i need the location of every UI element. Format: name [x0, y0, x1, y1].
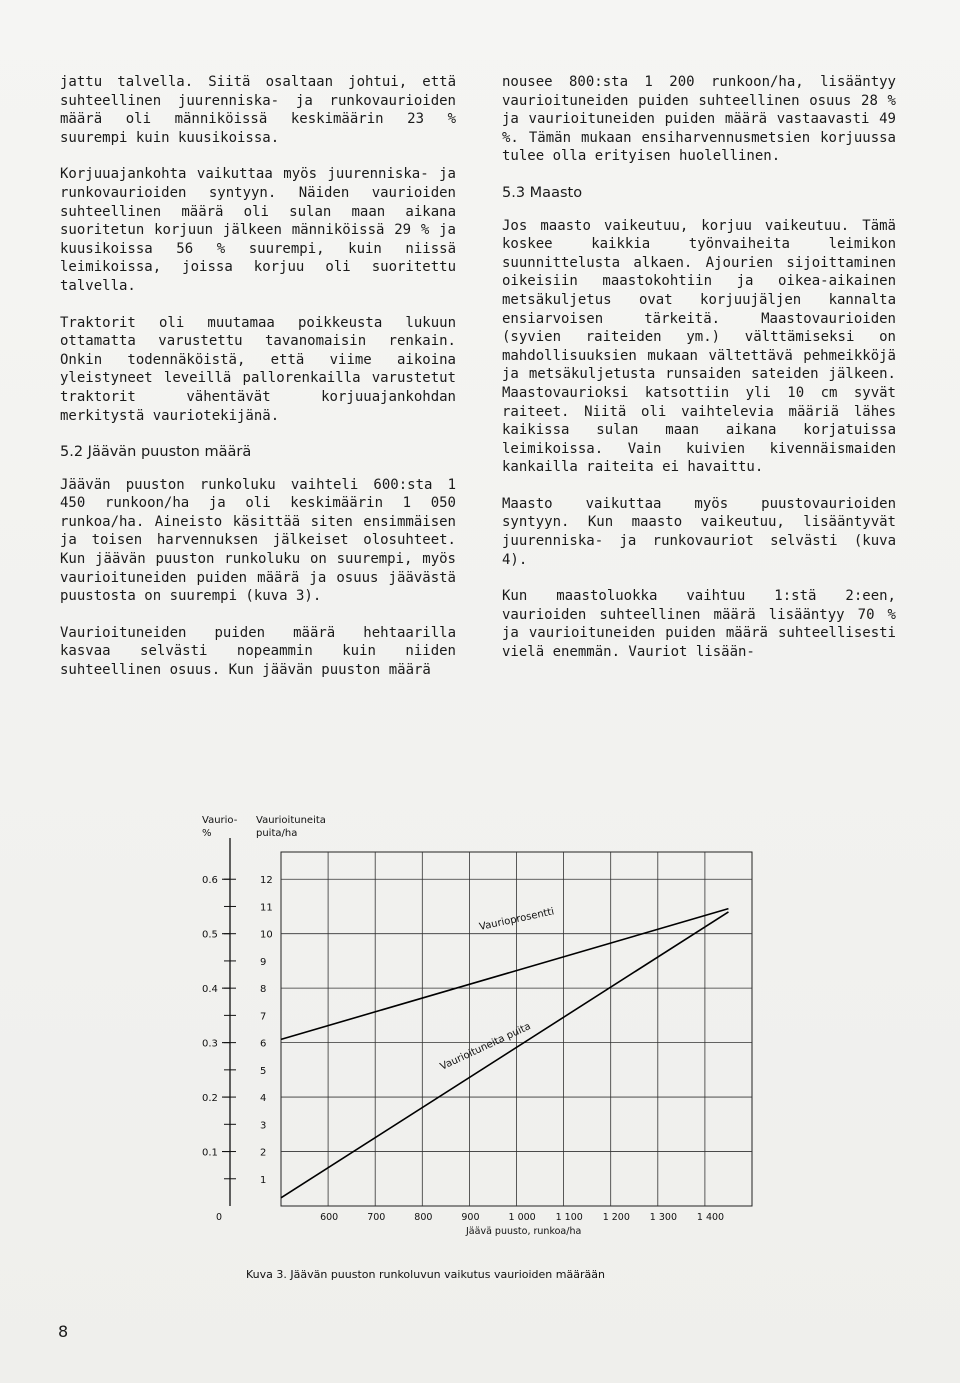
- y-tick-label-left: 0.4: [202, 984, 218, 996]
- y-tick-label-right: 3: [260, 1120, 267, 1132]
- chart-ticks: [202, 875, 724, 1223]
- x-tick-label: 700: [367, 1212, 386, 1223]
- left-paragraph-4: Jäävän puuston runkoluku vaihteli 600:sta 1 450 runkoon/ha ja oli keskimäärin 1 050 runkoa/ha. Aineisto käsittää siten ensimmäisen ja toisen harvennuksen jälkeiset olosuhteet. Kun jäävän puuston runkoluku on suurempi, myös vaurioituneiden puiden määrä ja osuus jäävästä puustosta on suurempi (kuva 3).: [60, 476, 456, 605]
- x-tick-label: 1 400: [696, 1212, 725, 1223]
- y-tick-label-right: 8: [260, 984, 267, 996]
- right-paragraph-4: Kun maastoluokka vaihtuu 1:stä 2:een, vaurioiden suhteellinen määrä lisääntyy 70 % ja vaurioituneiden puiden määrä suhteellisesti vielä enemmän. Vauriot lisään-: [502, 588, 896, 661]
- y-tick-label-right: 7: [260, 1011, 267, 1023]
- x-tick-label: 800: [414, 1212, 433, 1223]
- x-axis-label: Jäävä puusto, runkoa/ha: [466, 1226, 582, 1237]
- y-axis-left-label-line2: %: [202, 828, 212, 839]
- chart-series: [281, 909, 728, 1198]
- series-label-vaurioituneita-puita: Vaurioituneita puita: [438, 1021, 533, 1073]
- x-tick-label: 1 200: [602, 1212, 630, 1223]
- x-tick-label: 1 300: [649, 1212, 678, 1223]
- x-tick-label: 1 000: [508, 1212, 536, 1223]
- left-paragraph-1: jattu talvella. Siitä osaltaan johtui, että suhteellinen juurenniska- ja runkovaurioiden määrä oli männiköissä keskimäärin 23 % suurempi kuin kuusikoissa.: [60, 74, 456, 146]
- section-heading-5-2: 5.2 Jäävän puuston määrä: [60, 444, 252, 461]
- y-tick-label-right: 12: [260, 875, 273, 887]
- y-tick-label-left: 0.1: [202, 1147, 218, 1159]
- x-tick-label: 900: [461, 1212, 480, 1223]
- figure-3-chart: [180, 808, 780, 1288]
- right-column: [502, 73, 896, 680]
- left-paragraph-5: Vaurioituneiden puiden määrä hehtaarilla kasvaa selvästi nopeammin kuin niiden suhteellinen osuus. Kun jäävän puuston määrä: [60, 624, 456, 679]
- right-paragraph-3: Maasto vaikuttaa myös puustovaurioiden syntyyn. Kun maasto vaikeutuu, lisääntyvät juurenniska- ja runkovauriot selvästi (kuva 4).: [502, 495, 896, 568]
- page-number: 8: [58, 1322, 69, 1341]
- right-paragraph-2: Jos maasto vaikeutuu, korjuu vaikeutuu. Tämä koskee kaikkia työnvaiheita leimikon suunnittelusta alkaen. Ajourien sijoittaminen oikeisiin maastokohtiin ja oikea-aikainen metsäkuljetus ovat korjuujäljen kannalta ensiarvoisen tärkeitä. Maastovaurioiden (syvien raiteiden ym.) välttämiseksi on mahdollisuuksien mukaan vältettävä pehmeikköjä ja metsäkuljetusta runsaiden sateiden jälkeen. Maastovaurioksi katsottiin yli 10 cm syvät raiteet. Niitä oli vaihtelevia määriä lähes kaikissa sulan maan aikana korjatuissa leimikoissa. Vain kuivien kivennäismaiden kankailla raiteita ei havaittu.: [502, 217, 896, 476]
- x-tick-label: 600: [320, 1212, 339, 1223]
- section-heading-5-3: 5.3 Maasto: [502, 184, 583, 201]
- series-line-vaurioprosentti: [281, 909, 728, 1040]
- y-tick-label-left: 0.5: [202, 929, 218, 941]
- y-tick-label-right: 4: [260, 1093, 267, 1105]
- y-axis-right-label-line2: puita/ha: [256, 828, 298, 839]
- y-tick-label-left: 0.3: [202, 1038, 218, 1050]
- right-paragraph-1: nousee 800:sta 1 200 runkoon/ha, lisääntyy vaurioituneiden puiden suhteellinen osuus 28 % ja vaurioituneiden puiden määrä vastaavasti 49 %. Tämän mukaan ensiharvennusmetsien korjuussa tulee olla erityisen huolellinen.: [502, 74, 896, 165]
- y-tick-label-right: 1: [260, 1174, 267, 1186]
- y-tick-label-right: 9: [260, 956, 267, 968]
- left-column: [60, 73, 456, 698]
- x-tick-label: 1 100: [555, 1212, 583, 1223]
- y-tick-label-right: 5: [260, 1065, 267, 1077]
- y-tick-label-right: 2: [260, 1147, 267, 1159]
- y-tick-label-left: 0.6: [202, 875, 218, 887]
- left-paragraph-3: Traktorit oli muutamaa poikkeusta lukuun ottamatta varustettu tavanomaisin renkain. Onkin todennäköistä, että viime aikoina yleistyneet leveillä pallorenkailla varustetut traktorit vähentävät korjuuajankohdan merkitystä vauriotekijänä.: [60, 314, 456, 424]
- y-tick-label-right: 11: [260, 902, 273, 914]
- left-paragraph-2: Korjuuajankohta vaikuttaa myös juurenniska- ja runkovaurioiden syntyyn. Näiden vaurioiden suhteellinen määrä oli sulan maan aikana suoritetun korjuun jälkeen männiköissä 29 % ja kuusikoissa 56 % suurempi, kuin niissä leimikoissa, joissa korjuu oli suoritettu talvella.: [60, 166, 456, 294]
- y-axis-right-label-line1: Vaurioituneita: [256, 815, 326, 826]
- x-tick-label: 0: [216, 1212, 223, 1223]
- figure-caption: Kuva 3. Jäävän puuston runkoluvun vaikutus vaurioiden määrään: [246, 1268, 605, 1281]
- y-tick-label-left: 0.2: [202, 1093, 218, 1105]
- series-label-vaurioprosentti: Vaurioprosentti: [478, 906, 556, 933]
- y-tick-label-right: 6: [260, 1038, 267, 1050]
- series-line-vaurioituneita-puita: [281, 912, 728, 1198]
- figure-3: [180, 808, 780, 1288]
- y-axis-left-label-line1: Vaurio-: [202, 815, 238, 826]
- chart-grid: [230, 838, 752, 1206]
- y-tick-label-right: 10: [260, 929, 273, 941]
